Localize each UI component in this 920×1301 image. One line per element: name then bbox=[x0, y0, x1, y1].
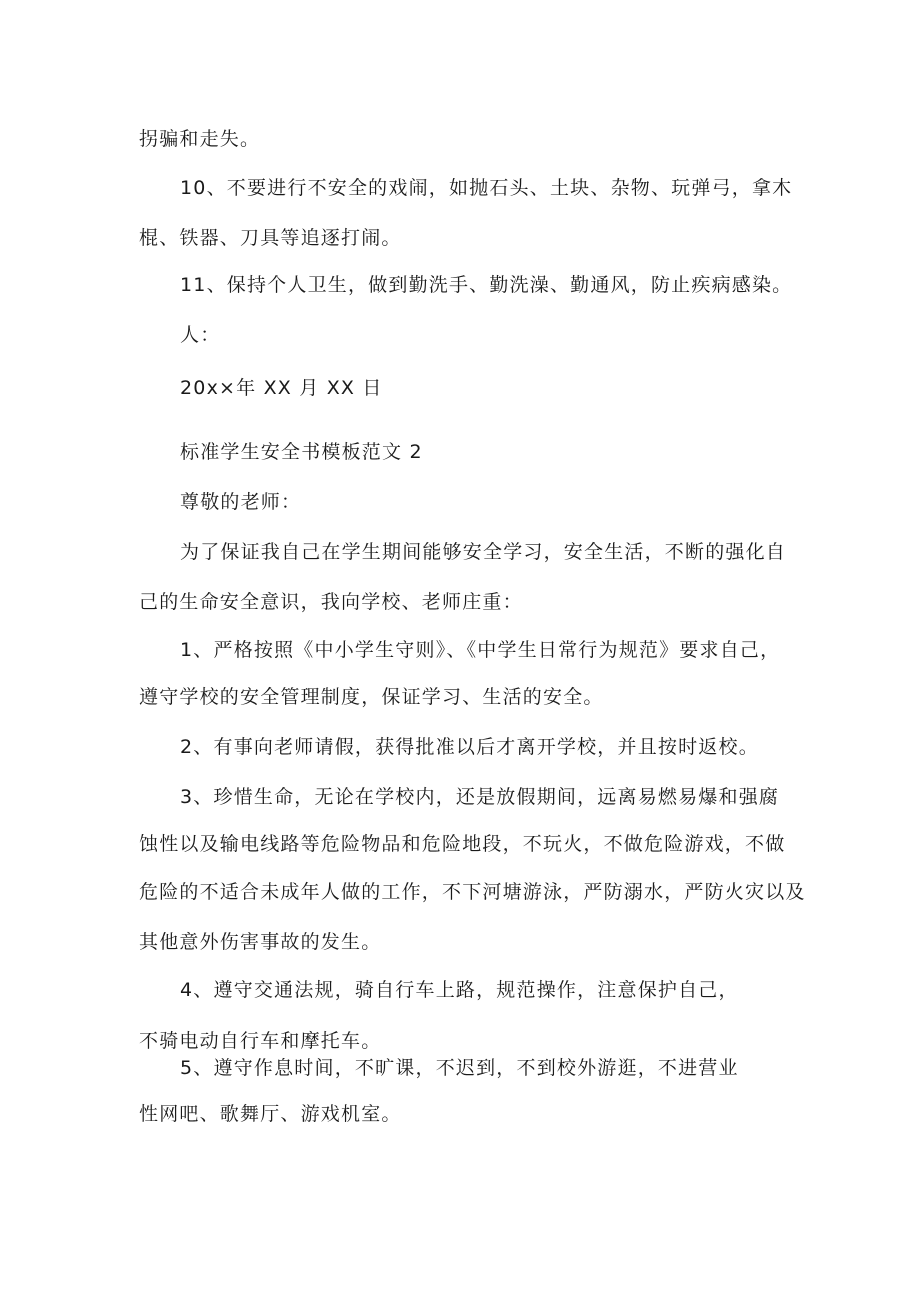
section-title: 标准学生安全书模板范文 2 bbox=[180, 441, 423, 463]
text-line: 1、严格按照《中小学生守则》、《中学生日常行为规范》要求自己， bbox=[180, 639, 781, 661]
text-line: 11、保持个人卫生，做到勤洗手、勤洗澡、勤通风，防止疾病感染。 bbox=[180, 274, 793, 296]
text-line: 性网吧、歌舞厅、游戏机室。 bbox=[139, 1103, 402, 1125]
date-line: 20x×年 XX 月 XX 日 bbox=[180, 377, 383, 399]
text-line: 其他意外伤害事故的发生。 bbox=[139, 931, 382, 953]
text-line: 不骑电动自行车和摩托车。 bbox=[139, 1030, 382, 1052]
text-line: 4、遵守交通法规，骑自行车上路，规范操作，注意保护自己， bbox=[180, 979, 739, 1001]
text-line: 3、珍惜生命，无论在学校内，还是放假期间，远离易燃易爆和强腐 bbox=[180, 786, 780, 808]
text-line: 棍、铁器、刀具等追逐打闹。 bbox=[139, 227, 402, 249]
text-line: 拐骗和走失。 bbox=[139, 128, 261, 150]
signature-label: 人： bbox=[180, 324, 221, 346]
text-line: 蚀性以及输电线路等危险物品和危险地段，不玩火，不做危险游戏，不做 bbox=[139, 833, 786, 855]
text-line: 10、不要进行不安全的戏闹，如抛石头、土块、杂物、玩弹弓，拿木 bbox=[180, 177, 793, 199]
text-line: 遵守学校的安全管理制度，保证学习、生活的安全。 bbox=[139, 686, 604, 708]
text-line: 己的生命安全意识，我向学校、老师庄重： bbox=[139, 591, 523, 613]
text-line: 2、有事向老师请假，获得批准以后才离开学校，并且按时返校。 bbox=[180, 736, 759, 758]
salutation: 尊敬的老师： bbox=[180, 491, 302, 513]
text-line: 5、遵守作息时间，不旷课，不迟到，不到校外游逛，不进营业 bbox=[180, 1057, 739, 1079]
text-line: 危险的不适合未成年人做的工作，不下河塘游泳，严防溺水，严防火灾以及 bbox=[139, 881, 806, 903]
text-line: 为了保证我自己在学生期间能够安全学习，安全生活，不断的强化自 bbox=[180, 541, 787, 563]
